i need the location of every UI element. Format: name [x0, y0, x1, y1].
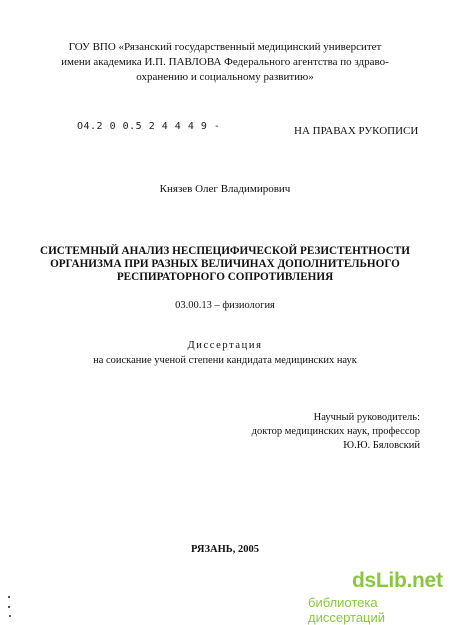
- title-line: СИСТЕМНЫЙ АНАЛИЗ НЕСПЕЦИФИЧЕСКОЙ РЕЗИСТЕНТНОСТИ: [39, 245, 411, 257]
- advisor-label: Научный руководитель:: [313, 412, 420, 423]
- organization-line: ГОУ ВПО «Рязанский государственный медицинский университет: [68, 41, 382, 53]
- organization-line: имени академика И.П. ПАВЛОВА Федерального агентства по здраво-: [61, 56, 389, 68]
- advisor-name: Ю.Ю. Бяловский: [343, 440, 420, 451]
- scan-speck: [9, 615, 11, 617]
- advisor-block: [252, 411, 420, 453]
- rights-notice: НА ПРАВАХ РУКОПИСИ: [294, 125, 419, 137]
- title-line: РЕСПИРАТОРНОГО СОПРОТИВЛЕНИЯ: [116, 271, 334, 283]
- watermark-logo: dsLib.net: [352, 569, 443, 592]
- archive-code: О4.2 0 0.5 2 4 4 4 9 -: [77, 121, 221, 132]
- scan-speck: [8, 596, 10, 598]
- author-name: Князев Олег Владимирович: [159, 183, 291, 195]
- organization-header: [0, 40, 450, 85]
- place-year: РЯЗАНЬ, 2005: [191, 544, 259, 555]
- degree-line: на соискание ученой степени кандидата медицинских наук: [93, 355, 357, 366]
- scan-speck: [8, 606, 10, 608]
- dissertation-title: [0, 245, 450, 284]
- advisor-rank: доктор медицинских наук, профессор: [251, 426, 420, 437]
- organization-line: охранению и социальному развитию»: [136, 71, 314, 83]
- watermark-subtitle: библиотека диссертаций: [308, 595, 386, 625]
- specialty-code: 03.00.13 – физиология: [175, 300, 275, 311]
- work-type: Диссертация: [187, 340, 263, 351]
- title-line: ОРГАНИЗМА ПРИ РАЗНЫХ ВЕЛИЧИНАХ ДОПОЛНИТЕЛЬНОГО: [50, 258, 400, 270]
